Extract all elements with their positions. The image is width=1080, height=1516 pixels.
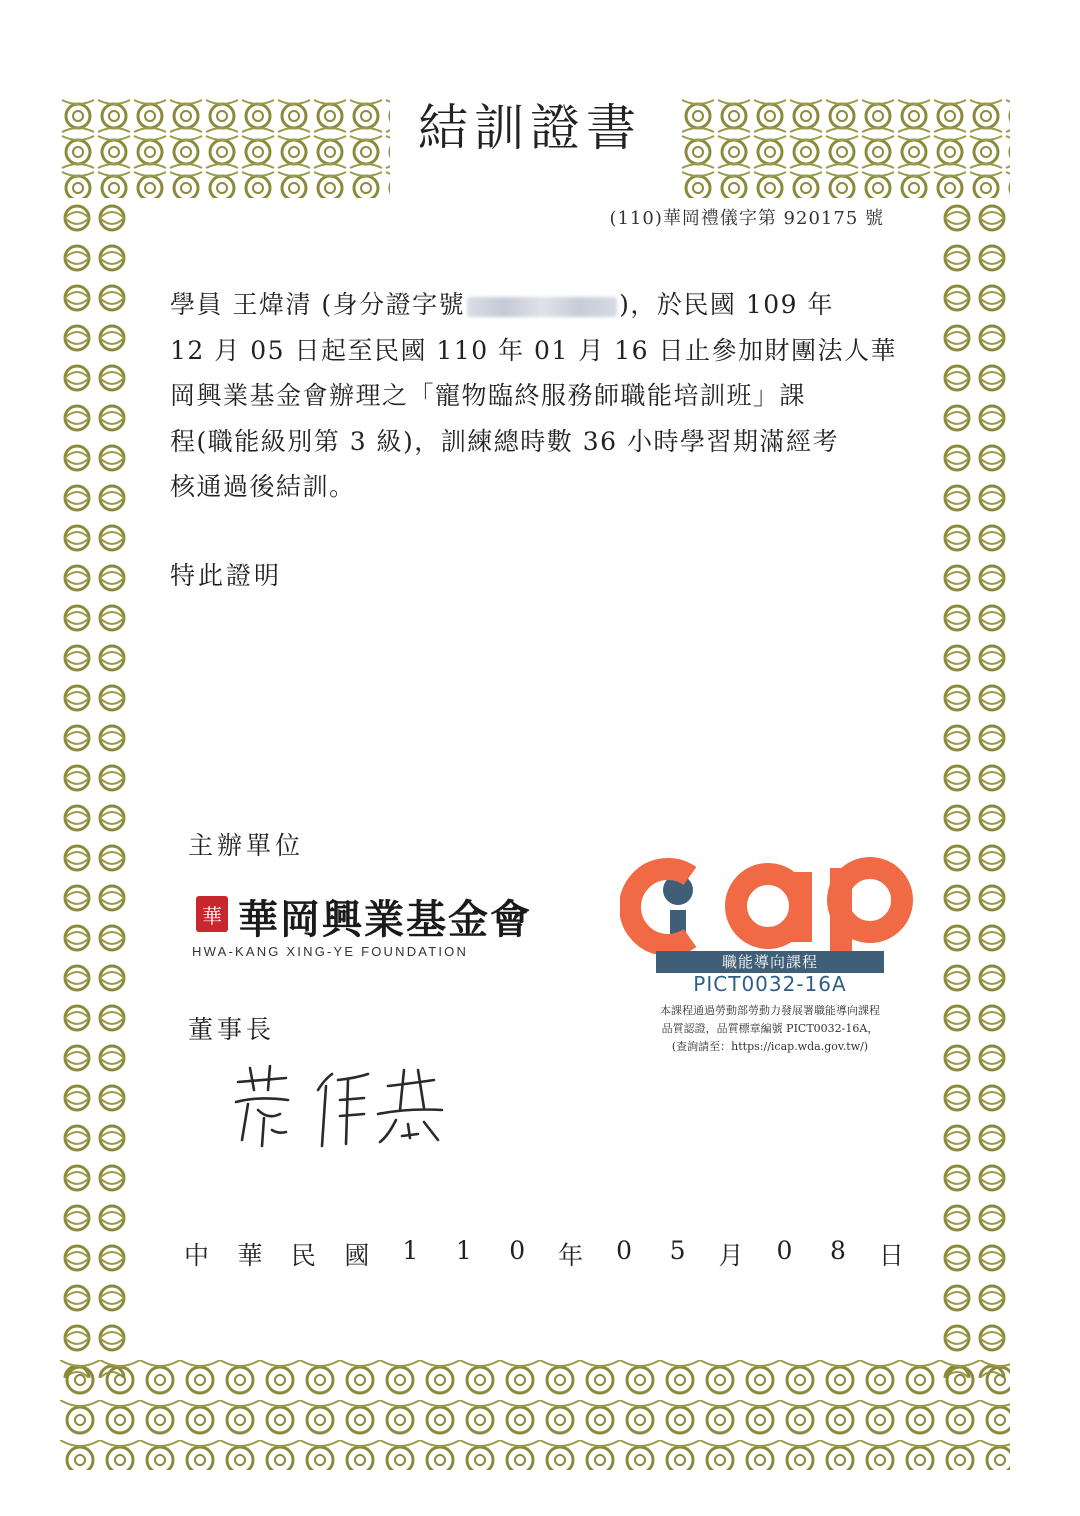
date-char: 月 xyxy=(718,1241,744,1270)
certificate-title: 結訓證書 xyxy=(418,99,642,157)
border-bottom xyxy=(60,1360,1010,1470)
icap-note-line-1: 本課程通過勞動部勞動力發展署職能導向課程 xyxy=(660,1004,880,1017)
redacted-id-number xyxy=(467,297,617,317)
date-char: 0 xyxy=(509,1236,526,1265)
body-line-1-prefix: 學員 王煒清 (身分證字號 xyxy=(170,290,466,319)
date-char: 民 xyxy=(290,1241,316,1270)
border-top-left xyxy=(60,98,390,198)
date-char: 日 xyxy=(878,1241,904,1270)
icap-code: PICT0032-16A xyxy=(693,972,847,996)
date-char: 華 xyxy=(237,1241,263,1270)
border-right xyxy=(940,198,1010,1378)
foundation-name-zh: 華岡興業基金會 xyxy=(238,896,532,943)
date-char: 8 xyxy=(829,1236,846,1265)
date-char: 中 xyxy=(184,1241,210,1270)
certificate-body xyxy=(170,282,897,510)
date-char: 0 xyxy=(776,1236,793,1265)
certificate-number: (110)華岡禮儀字第 920175 號 xyxy=(609,208,884,229)
icap-note xyxy=(612,1002,928,1056)
body-line-1-suffix: )，於民國 109 年 xyxy=(619,290,835,319)
seal-char: 華 xyxy=(202,904,222,928)
date-char: 1 xyxy=(402,1236,419,1265)
certification-statement: 特此證明 xyxy=(170,561,283,590)
icap-note-line-3: (查詢請至：https://icap.wda.gov.tw/) xyxy=(671,1040,869,1053)
border-top-right xyxy=(680,98,1010,198)
icap-note-line-2: 品質認證，品質標章編號 PICT0032-16A， xyxy=(661,1022,879,1035)
date-char: 5 xyxy=(669,1236,686,1265)
host-label: 主辦單位 xyxy=(188,831,305,860)
icap-badge xyxy=(620,842,920,1062)
body-line-2: 12 月 05 日起至民國 110 年 01 月 16 日止參加財團法人華 xyxy=(170,335,897,365)
issue-date xyxy=(184,1236,904,1272)
body-line-1 xyxy=(170,282,890,328)
handwritten-signature xyxy=(228,1060,448,1150)
date-char: 0 xyxy=(616,1236,633,1265)
seal-icon xyxy=(196,896,228,932)
body-line-3: 岡興業基金會辦理之「寵物臨終服務師職能培訓班」課 xyxy=(170,381,807,410)
body-line-4: 程(職能級別第 3 級)，訓練總時數 36 小時學習期滿經考 xyxy=(170,426,840,456)
body-line-5: 核通過後結訓。 xyxy=(170,472,356,501)
border-left xyxy=(60,198,130,1378)
chairman-label: 董事長 xyxy=(188,1015,276,1044)
foundation-name-en: HWA-KANG XING-YE FOUNDATION xyxy=(192,944,469,959)
icap-logo xyxy=(620,842,920,954)
icap-band: 職能導向課程 xyxy=(656,951,884,973)
date-char: 1 xyxy=(455,1236,472,1265)
date-char: 年 xyxy=(558,1241,584,1270)
date-char: 國 xyxy=(344,1241,370,1270)
